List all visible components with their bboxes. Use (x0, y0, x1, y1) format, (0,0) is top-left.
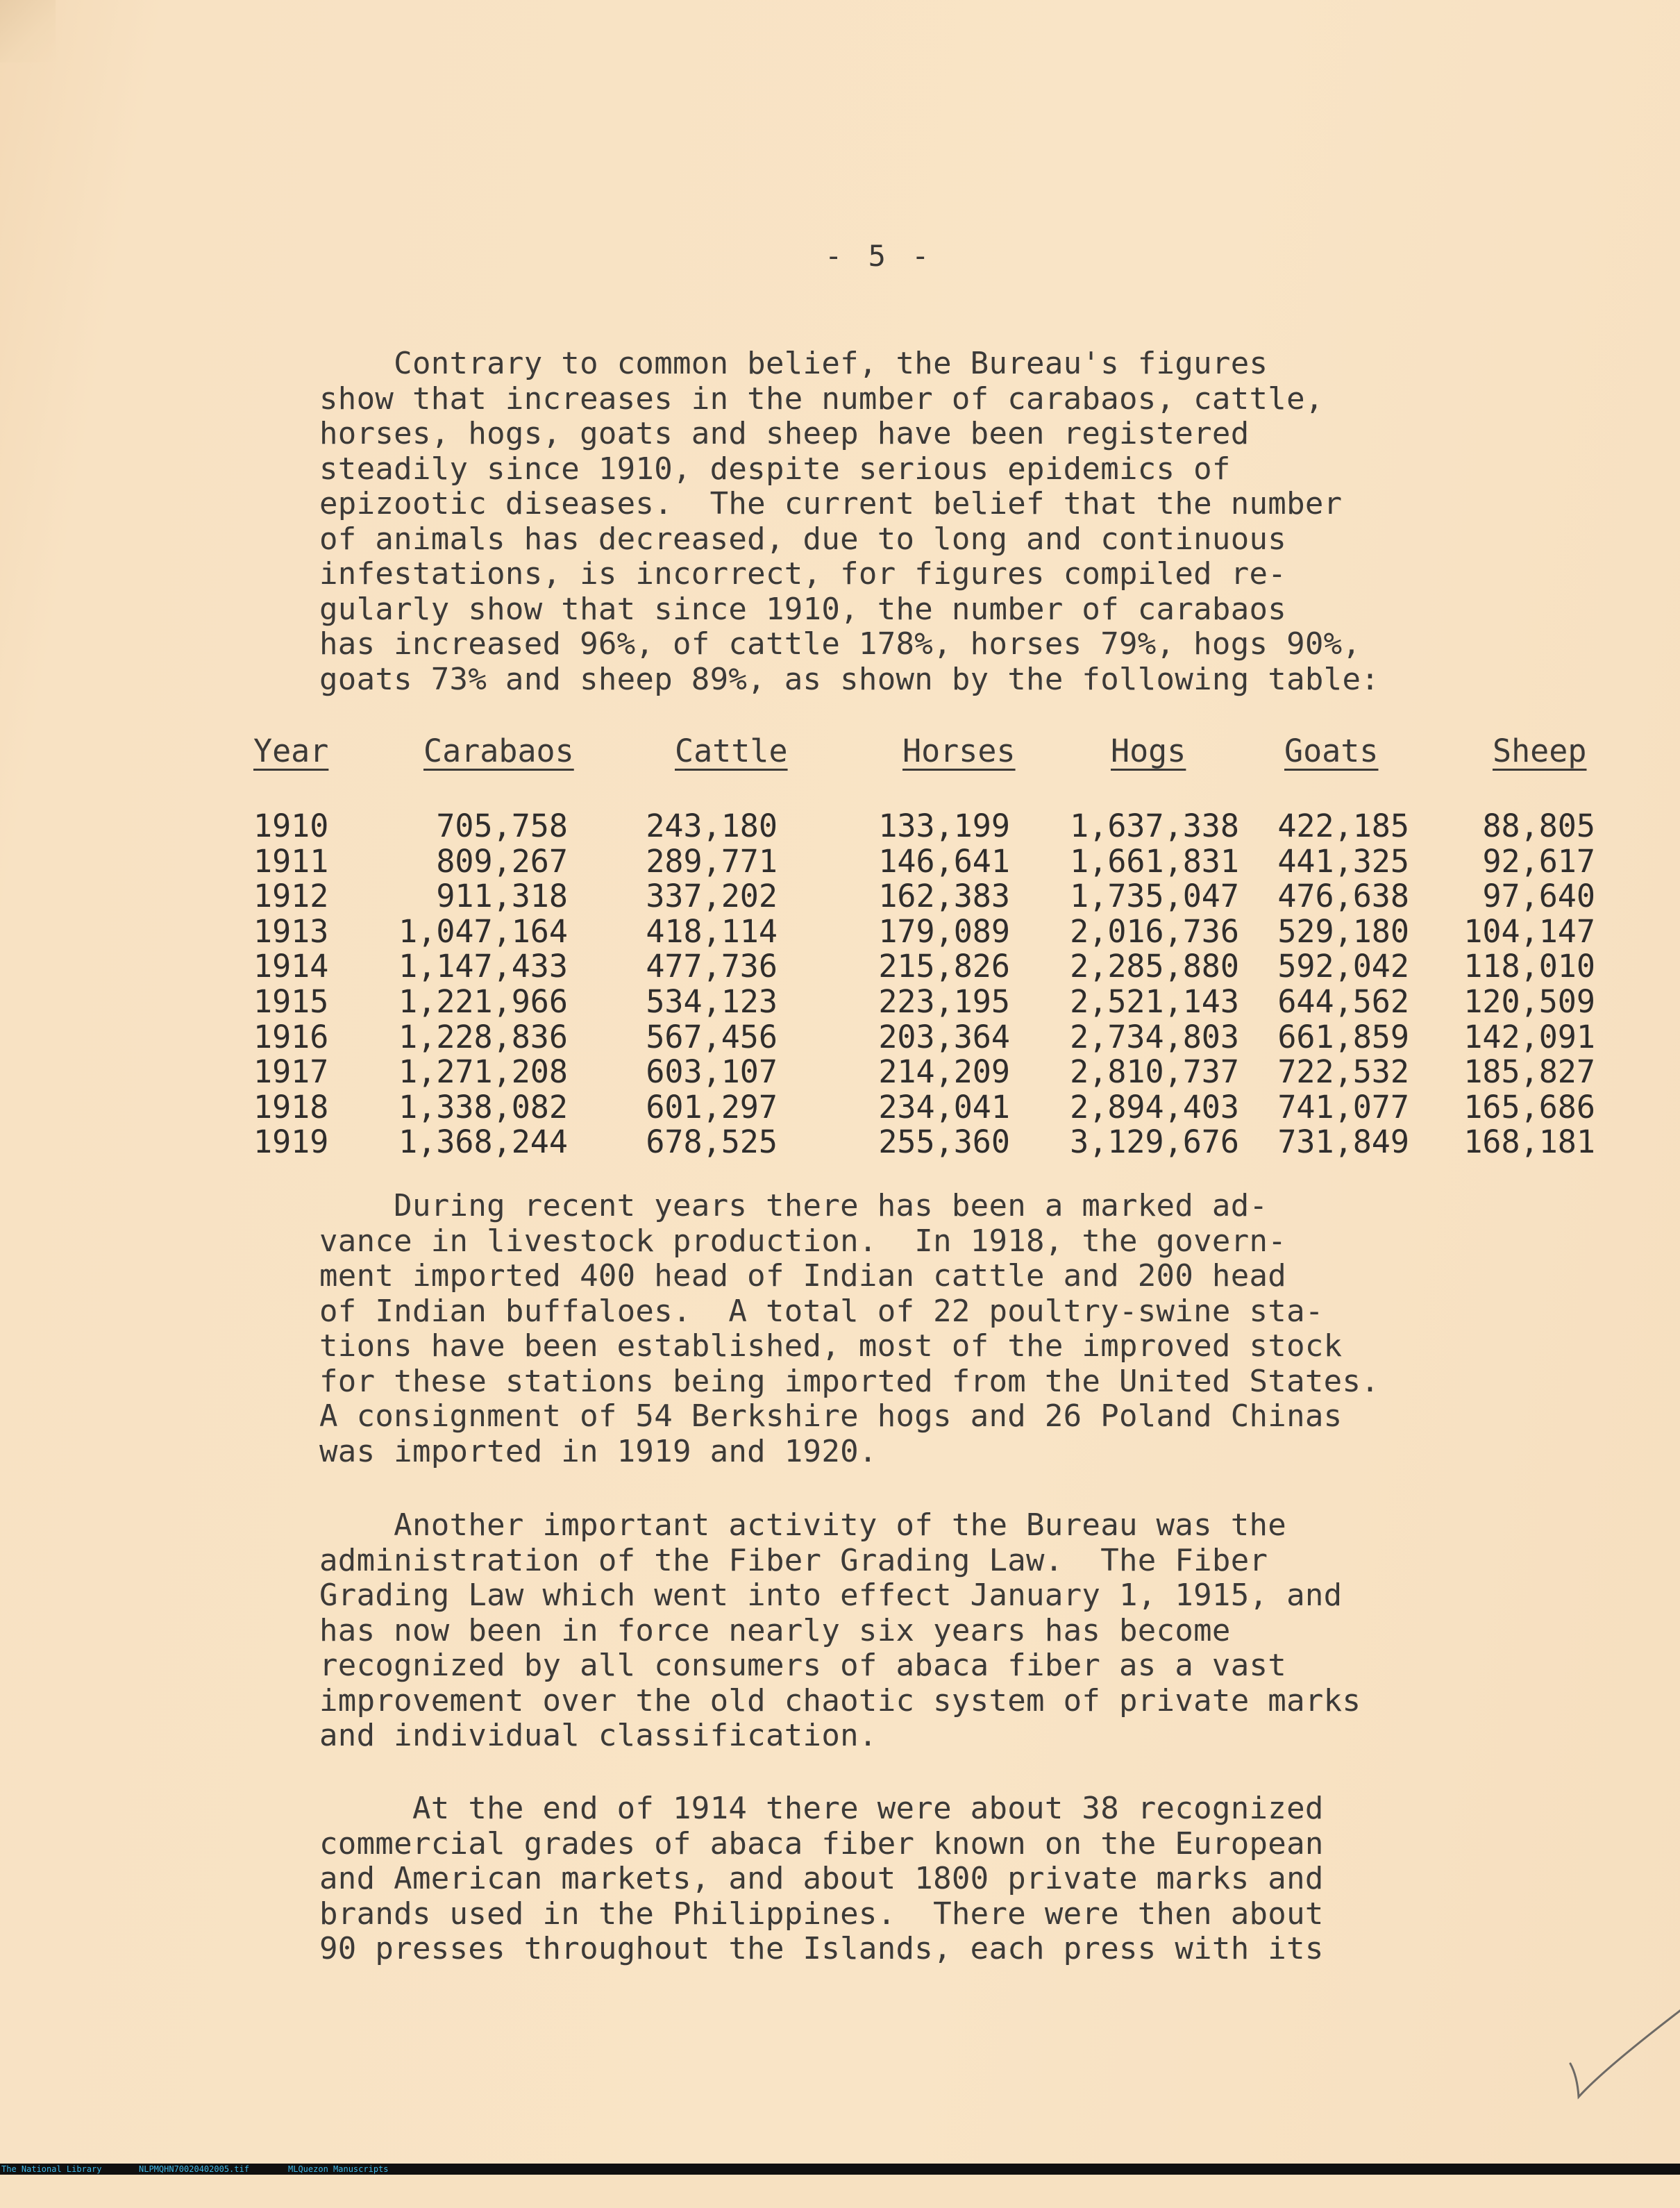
cell-goats: 731,849 (1277, 1123, 1409, 1161)
cell-goats: 476,638 (1277, 878, 1409, 915)
cell-hogs: 2,894,403 (1070, 1088, 1239, 1126)
cell-horses: 146,641 (878, 842, 1010, 880)
cell-year: 1917 (253, 1053, 329, 1091)
cell-cattle: 418,114 (646, 912, 778, 950)
cell-goats: 722,532 (1277, 1053, 1409, 1091)
cell-year: 1915 (253, 983, 329, 1020)
page-corner-wear (0, 0, 56, 62)
cell-cattle: 567,456 (646, 1018, 778, 1055)
cell-hogs: 3,129,676 (1070, 1123, 1239, 1161)
cell-horses: 234,041 (878, 1088, 1010, 1126)
header-year: Year (253, 733, 329, 769)
cell-horses: 179,089 (878, 912, 1010, 950)
cell-goats: 422,185 (1277, 808, 1409, 844)
cell-carabaos: 1,271,208 (398, 1053, 568, 1091)
cell-horses: 223,195 (878, 983, 1010, 1020)
cell-carabaos: 809,267 (436, 842, 568, 880)
header-horses: Horses (902, 733, 1016, 769)
cell-sheep: 92,617 (1482, 842, 1595, 880)
cell-year: 1914 (253, 948, 329, 985)
header-carabaos: Carabaos (423, 733, 574, 769)
cell-sheep: 97,640 (1482, 878, 1595, 915)
cell-hogs: 2,016,736 (1070, 912, 1239, 950)
cell-carabaos: 1,147,433 (398, 948, 568, 985)
cell-carabaos: 1,228,836 (398, 1018, 568, 1055)
header-cattle: Cattle (675, 733, 788, 769)
table-row (0, 985, 1680, 1019)
cell-hogs: 2,285,880 (1070, 948, 1239, 985)
livestock-table (0, 733, 1680, 1163)
cell-goats: 592,042 (1277, 948, 1409, 985)
cell-hogs: 1,735,047 (1070, 878, 1239, 915)
table-row (0, 1020, 1680, 1055)
cell-sheep: 118,010 (1463, 948, 1595, 985)
cell-sheep: 165,686 (1463, 1088, 1595, 1126)
archive-footer (0, 2164, 1680, 2175)
cell-year: 1919 (253, 1123, 329, 1161)
cell-goats: 644,562 (1277, 983, 1409, 1020)
header-goats: Goats (1284, 733, 1379, 769)
cell-year: 1910 (253, 808, 329, 844)
cell-sheep: 185,827 (1463, 1053, 1595, 1091)
paragraph-abaca-grades: At the end of 1914 there were about 38 recognized commercial grades of abaca fiber known on the European and American markets, and about 1800 private marks and brands used in the Philippines. There were then about 90 presses throughout the Islands, each press with its (319, 1791, 1324, 1966)
cell-horses: 203,364 (878, 1018, 1010, 1055)
page-number: - 5 - (825, 239, 934, 273)
table-row (0, 844, 1680, 879)
cell-horses: 162,383 (878, 878, 1010, 915)
cell-goats: 661,859 (1277, 1018, 1409, 1055)
cell-cattle: 603,107 (646, 1053, 778, 1091)
cell-hogs: 2,810,737 (1070, 1053, 1239, 1091)
cell-year: 1916 (253, 1018, 329, 1055)
cell-carabaos: 1,047,164 (398, 912, 568, 950)
cell-year: 1913 (253, 912, 329, 950)
table-row (0, 809, 1680, 844)
paragraph-livestock-increase: Contrary to common belief, the Bureau's figures show that increases in the number of carabaos, cattle, horses, hogs, goats and sheep have been registered steadily since 1910, despite serious epidemics of epizootic diseases. The current belief that the number of animals has decreased, due to long and continuous infestations, is incorrect, for figures compiled re- gularly show that since 1910, the number of carabaos has increased 96%, of cattle 178%, horses 79%, hogs 90%, goats 73% and sheep 89%, as shown by the following table: (319, 346, 1380, 697)
footer-file: NLPMQHN70020402005.tif (139, 2164, 249, 2174)
cell-sheep: 88,805 (1482, 808, 1595, 844)
paragraph-fiber-grading-law: Another important activity of the Bureau was the administration of the Fiber Grading Law. The Fiber Grading Law which went into effect January 1, 1915, and has now been in force nearly six years has become recognized by all consumers of abaca fiber as a vast improvement over the old chaotic system of private marks and individual classification. (319, 1507, 1361, 1753)
cell-cattle: 289,771 (646, 842, 778, 880)
cell-horses: 215,826 (878, 948, 1010, 985)
cell-horses: 133,199 (878, 808, 1010, 844)
table-row (0, 949, 1680, 984)
cell-horses: 214,209 (878, 1053, 1010, 1091)
cell-year: 1911 (253, 842, 329, 880)
footer-library: The National Library (1, 2164, 102, 2174)
table-row (0, 1090, 1680, 1125)
cell-hogs: 2,734,803 (1070, 1018, 1239, 1055)
cell-carabaos: 705,758 (436, 808, 568, 844)
cell-cattle: 678,525 (646, 1123, 778, 1161)
table-row (0, 914, 1680, 949)
table-row (0, 879, 1680, 914)
cell-goats: 441,325 (1277, 842, 1409, 880)
cell-sheep: 142,091 (1463, 1018, 1595, 1055)
cell-cattle: 337,202 (646, 878, 778, 915)
table-row (0, 1125, 1680, 1160)
cell-sheep: 168,181 (1463, 1123, 1595, 1161)
cell-carabaos: 1,368,244 (398, 1123, 568, 1161)
cell-cattle: 477,736 (646, 948, 778, 985)
cell-year: 1918 (253, 1088, 329, 1126)
cell-hogs: 1,637,338 (1070, 808, 1239, 844)
table-row (0, 1055, 1680, 1089)
cell-goats: 741,077 (1277, 1088, 1409, 1126)
cell-hogs: 2,521,143 (1070, 983, 1239, 1020)
cell-cattle: 243,180 (646, 808, 778, 844)
paragraph-livestock-production: During recent years there has been a marked ad- vance in livestock production. In 1918, the govern- ment imported 400 head of Indian cattle and 200 head of Indian buffaloes. A total of 22 poultry-swine sta- tions have been established, most of the improved stock for these stations being imported from the United States. A consignment of 54 Berkshire hogs and 26 Poland Chinas was imported in 1919 and 1920. (319, 1188, 1380, 1469)
cell-sheep: 120,509 (1463, 983, 1595, 1020)
cell-carabaos: 911,318 (436, 878, 568, 915)
pencil-checkmark-icon (1562, 2000, 1680, 2111)
cell-cattle: 601,297 (646, 1088, 778, 1126)
footer-collection: MLQuezon Manuscripts (288, 2164, 389, 2174)
cell-hogs: 1,661,831 (1070, 842, 1239, 880)
cell-carabaos: 1,338,082 (398, 1088, 568, 1126)
cell-year: 1912 (253, 878, 329, 915)
cell-sheep: 104,147 (1463, 912, 1595, 950)
header-sheep: Sheep (1493, 733, 1587, 769)
cell-cattle: 534,123 (646, 983, 778, 1020)
header-hogs: Hogs (1111, 733, 1186, 769)
cell-goats: 529,180 (1277, 912, 1409, 950)
cell-horses: 255,360 (878, 1123, 1010, 1161)
cell-carabaos: 1,221,966 (398, 983, 568, 1020)
